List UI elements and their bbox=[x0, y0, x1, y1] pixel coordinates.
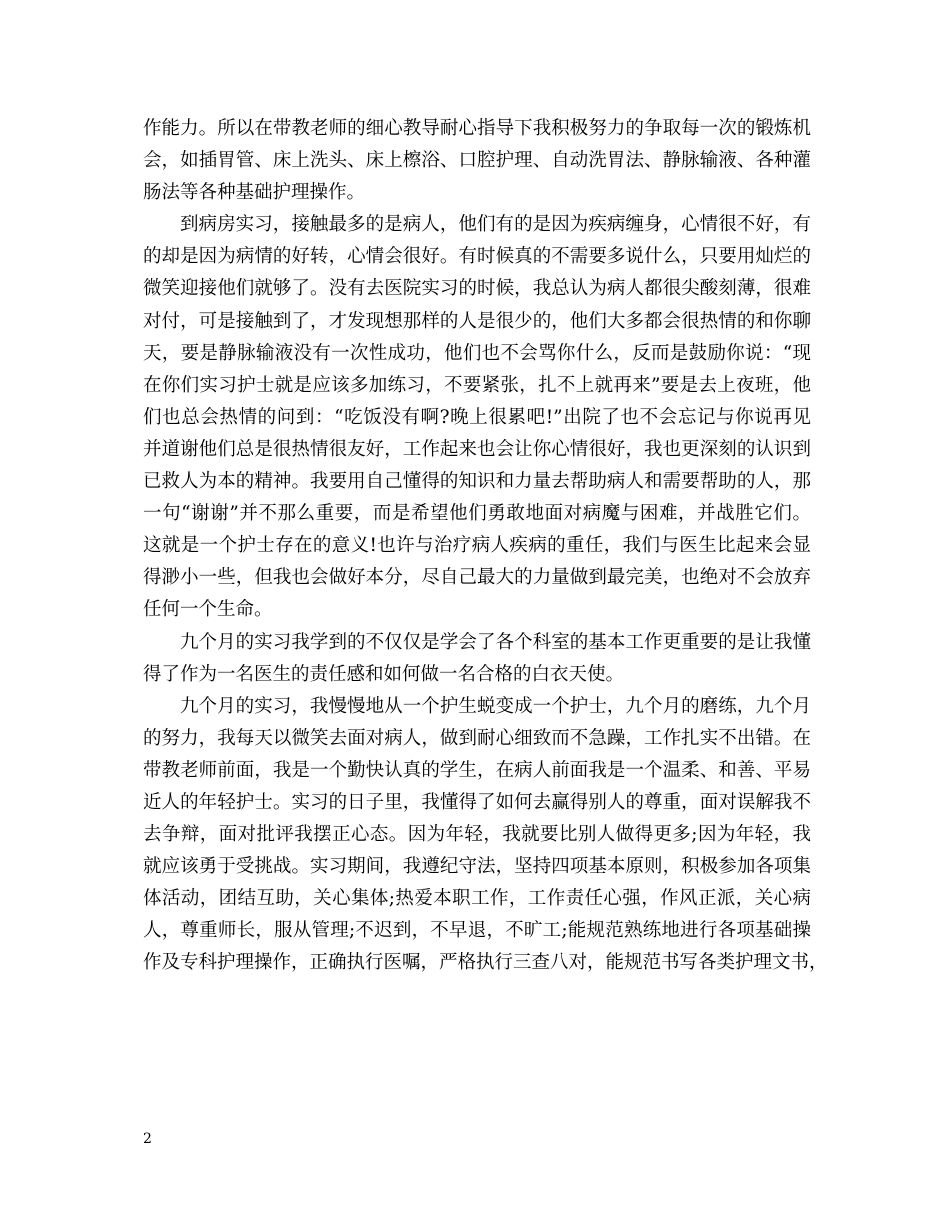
text-line: 得了作为一名医生的责任感和如何做一名合格的白衣天使。 bbox=[143, 663, 625, 685]
text-line: 在你们实习护士就是应该多加练习，不要紧张，扎不上就再来”要是去上夜班，他 bbox=[143, 374, 811, 396]
text-line: 就应该勇于受挑战。实习期间，我遵纪守法，坚持四项基本原则，积极参加各项集 bbox=[143, 856, 811, 878]
text-line: 的却是因为病情的好转，心情会很好。有时候真的不需要多说什么，只要用灿烂的 bbox=[143, 246, 811, 268]
page-number: 2 bbox=[143, 1131, 152, 1147]
text-line: 体活动，团结互助，关心集体;热爱本职工作，工作责任心强，作风正派，关心病 bbox=[143, 888, 811, 910]
text-line: 到病房实习，接触最多的是病人，他们有的是因为疾病缠身，心情很不好，有 bbox=[180, 214, 811, 236]
text-line: 并道谢他们总是很热情很友好，工作起来也会让你心情很好，我也更深刻的认识到 bbox=[143, 438, 811, 460]
text-line: 肠法等各种基础护理操作。 bbox=[143, 182, 366, 204]
text-line: 会，如插胃管、床上洗头、床上檫浴、口腔护理、自动洗胃法、静脉输液、各种灌 bbox=[143, 150, 811, 172]
text-line: 作能力。所以在带教老师的细心教导耐心指导下我积极努力的争取每一次的锻炼机 bbox=[143, 118, 811, 139]
text-line: 对付，可是接触到了，才发现想那样的人是很少的，他们大多都会很热情的和你聊 bbox=[143, 310, 811, 332]
text-line: 微笑迎接他们就够了。没有去医院实习的时候，我总认为病人都很尖酸刻薄，很难 bbox=[143, 278, 811, 300]
text-line: 一句“谢谢”并不那么重要，而是希望他们勇敢地面对病魔与困难，并战胜它们。 bbox=[143, 503, 811, 525]
text-line: 九个月的实习我学到的不仅仅是学会了各个科室的基本工作更重要的是让我懂 bbox=[180, 631, 811, 653]
text-line: 人，尊重师长，服从管理;不迟到，不早退，不旷工;能规范熟练地进行各项基础操 bbox=[143, 920, 811, 942]
text-line: 的努力，我每天以微笑去面对病人，做到耐心细致而不急躁，工作扎实不出错。在 bbox=[143, 727, 811, 749]
text-line: 近人的年轻护士。实习的日子里，我懂得了如何去赢得别人的尊重，面对误解我不 bbox=[143, 791, 811, 813]
text-line: 九个月的实习，我慢慢地从一个护生蜕变成一个护士，九个月的磨练，九个月 bbox=[180, 695, 811, 717]
text-line: 这就是一个护士存在的意义!也许与治疗病人疾病的重任，我们与医生比起来会显 bbox=[143, 535, 811, 557]
text-line: 去争辩，面对批评我摆正心态。因为年轻，我就要比别人做得更多;因为年轻，我 bbox=[143, 824, 811, 846]
text-line: 作及专科护理操作，正确执行医嘱，严格执行三查八对，能规范书写各类护理文书， bbox=[143, 952, 828, 974]
text-line: 带教老师前面，我是一个勤快认真的学生，在病人前面我是一个温柔、和善、平易 bbox=[143, 759, 811, 781]
body-text bbox=[143, 113, 828, 980]
text-line: 已救人为本的精神。我要用自己懂得的知识和力量去帮助病人和需要帮助的人，那 bbox=[143, 471, 811, 493]
text-line: 任何一个生命。 bbox=[143, 599, 273, 621]
text-line: 得渺小一些，但我也会做好本分，尽自己最大的力量做到最完美，也绝对不会放弃 bbox=[143, 567, 811, 589]
text-line: 天，要是静脉输液没有一次性成功，他们也不会骂你什么，反而是鼓励你说：“现 bbox=[143, 342, 811, 364]
text-line: 们也总会热情的问到：“吃饭没有啊?晚上很累吧!”出院了也不会忘记与你说再见 bbox=[143, 406, 811, 428]
